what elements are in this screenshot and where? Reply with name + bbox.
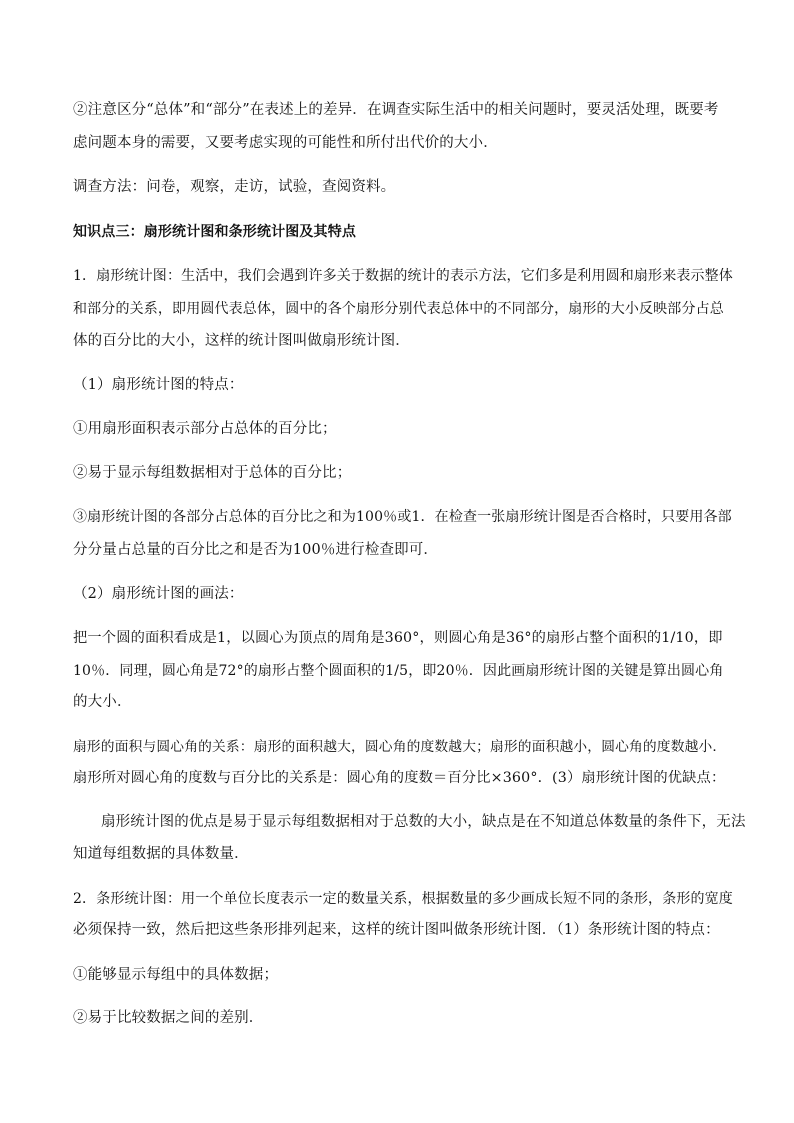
text-line: 扇形所对圆心角的度数与百分比的关系是：圆心角的度数＝百分比×360°．(3）扇形统计图的优缺点： [73, 770, 726, 786]
text-line: 扇形统计图的优点是易于显示每组数据相对于总数的大小，缺点是在不知道总体数量的条件下，无法 [101, 814, 746, 830]
text-line: ②易于比较数据之间的差别． [73, 1010, 264, 1026]
text-line: ③扇形统计图的各部分占总体的百分比之和为100％或1．在检查一张扇形统计图是否合格时，只要用各部 [73, 509, 732, 525]
text-line: 1．扇形统计图：生活中，我们会遇到许多关于数据的统计的表示方法，它们多是利用圆和扇形来表示整体 [73, 268, 733, 284]
text-line: ②易于显示每组数据相对于总体的百分比； [73, 465, 352, 481]
text-line: ②注意区分“总体”和“部分”在表述上的差异．在调查实际生活中的相关问题时，要灵活处理，既要考 [73, 102, 719, 118]
text-line: 2．条形统计图：用一个单位长度表示一定的数量关系，根据数量的多少画成长短不同的条形，条形的宽度 [73, 891, 733, 907]
text-line: 和部分的关系，即用圆代表总体，圆中的各个扇形分别代表总体中的不同部分，扇形的大小反映部分占总 [73, 301, 724, 317]
text-line: 10％．同理，圆心角是72°的扇形占整个圆面积的1/5，即20％．因此画扇形统计图的关键是算出圆心角 [73, 663, 724, 679]
text-line: 虑问题本身的需要，又要考虑实现的可能性和所付出代价的大小． [73, 135, 498, 151]
text-line: 扇形的面积与圆心角的关系：扇形的面积越大，圆心角的度数越大；扇形的面积越小，圆心角的度数越小． [73, 739, 727, 755]
text-line: 的大小． [73, 694, 132, 710]
text-line: ①用扇形面积表示部分占总体的百分比； [73, 421, 337, 437]
text-line: 必须保持一致，然后把这些条形排列起来，这样的统计图叫做条形统计图．（1）条形统计图的特点： [73, 922, 720, 938]
text-line: ①能够显示每组中的具体数据； [73, 967, 279, 983]
text-line: 把一个圆的面积看成是1，以圆心为顶点的周角是360°，则圆心角是36°的扇形占整个面积的1/10，即 [73, 630, 723, 646]
text-line: 调查方法：问卷，观察，走访，试验，查阅资料。 [73, 179, 396, 195]
text-line: 体的百分比的大小，这样的统计图叫做扇形统计图． [73, 333, 410, 349]
section-heading: 知识点三：扇形统计图和条形统计图及其特点 [73, 224, 356, 240]
text-line: （1）扇形统计图的特点： [73, 377, 244, 393]
text-line: 知道每组数据的具体数量． [73, 846, 249, 862]
text-line: （2）扇形统计图的画法： [73, 586, 244, 602]
text-line: 分分量占总量的百分比之和是否为100％进行检查即可． [73, 542, 439, 558]
